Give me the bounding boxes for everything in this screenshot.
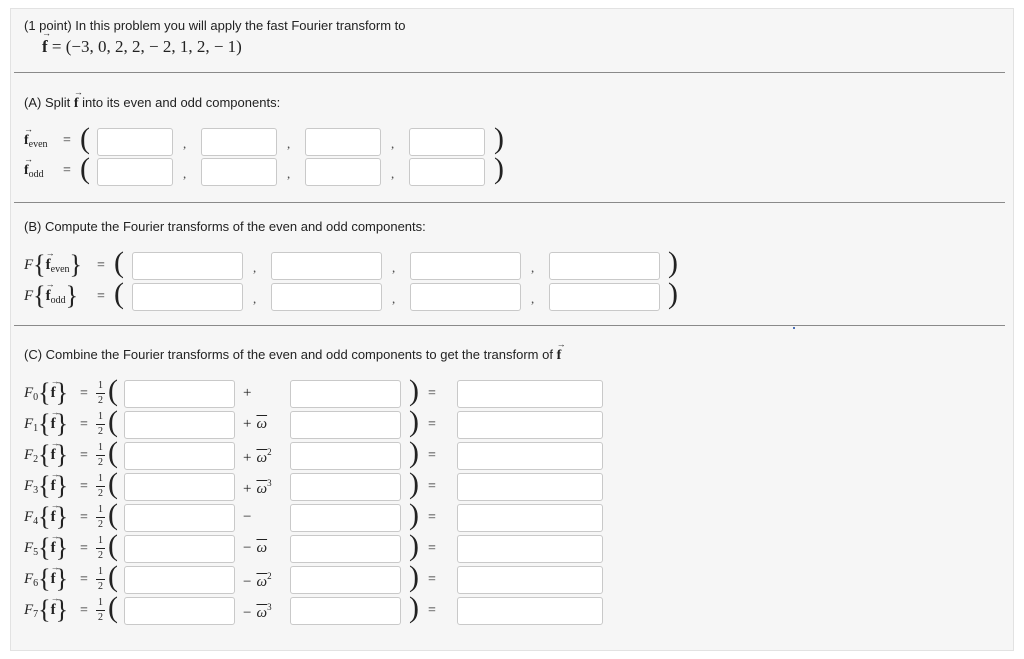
fraction-numerator: 1 — [98, 411, 103, 422]
sign: − — [243, 509, 252, 525]
sign: − — [243, 574, 252, 590]
right-paren: ) — [409, 467, 419, 500]
right-paren: ) — [494, 152, 504, 185]
fourier-operator: F — [24, 385, 34, 401]
left-brace: { — [38, 378, 51, 407]
part-c-row7-result[interactable] — [457, 597, 603, 625]
omega-power: 3 — [267, 478, 272, 488]
part-c-row6-result[interactable] — [457, 566, 603, 594]
left-brace: { — [33, 250, 46, 279]
left-paren: ( — [108, 591, 118, 624]
fraction-numerator: 1 — [98, 473, 103, 484]
right-paren: ) — [409, 374, 419, 407]
part-c-row-vec: f → — [51, 385, 56, 402]
fraction-denominator: 2 — [98, 457, 103, 468]
fraction-numerator: 1 — [98, 504, 103, 515]
comma: , — [531, 291, 535, 306]
left-paren: ( — [80, 152, 90, 185]
left-brace: { — [38, 533, 51, 562]
part-c-row2-even-term[interactable] — [124, 442, 235, 470]
part-c-row0-result[interactable] — [457, 380, 603, 408]
sign: − — [243, 540, 252, 556]
part-b-row-vec: f → — [46, 288, 51, 305]
comma: , — [183, 166, 187, 181]
sign: − — [243, 605, 252, 621]
right-paren: ) — [494, 122, 504, 155]
problem-vector — [42, 37, 242, 57]
left-brace: { — [38, 409, 51, 438]
comma: , — [392, 260, 396, 275]
part-a-vec: f → — [74, 96, 79, 112]
vector-f-label: f → — [42, 37, 48, 57]
part-c-row2-odd-term[interactable] — [290, 442, 401, 470]
part-b-row2-component-4[interactable] — [549, 283, 660, 311]
right-paren: ) — [409, 498, 419, 531]
part-a-row-vec: f → — [24, 163, 29, 179]
part-c-row1-even-term[interactable] — [124, 411, 235, 439]
part-c-row-vec: f → — [51, 478, 56, 495]
part-c-row-label — [24, 471, 68, 501]
part-c-row5-even-term[interactable] — [124, 535, 235, 563]
part-b-row-equals: = — [97, 258, 105, 273]
fraction-denominator: 2 — [98, 612, 103, 623]
fourier-operator: F — [24, 540, 34, 556]
part-c-row-equals: = — [80, 479, 88, 494]
part-c-row-result-equals: = — [428, 386, 436, 401]
fraction-bar — [96, 548, 105, 549]
omega-symbol: $\overline{\omega}$ — [256, 450, 268, 466]
part-c-row-equals: = — [80, 417, 88, 432]
omega-symbol: $\overline{\omega}$ — [256, 605, 268, 621]
fourier-operator: F — [24, 416, 34, 432]
part-c-row7-odd-term[interactable] — [290, 597, 401, 625]
fourier-operator: F — [24, 602, 34, 618]
part-c-row-equals: = — [80, 541, 88, 556]
one-half-fraction — [96, 412, 105, 438]
part-c-row-result-equals: = — [428, 572, 436, 587]
part-c-row-result-equals: = — [428, 603, 436, 618]
part-c-row-operator — [243, 571, 272, 591]
part-c-row3-even-term[interactable] — [124, 473, 235, 501]
one-half-fraction — [96, 381, 105, 407]
part-b-row-label — [24, 281, 78, 311]
fraction-numerator: 1 — [98, 380, 103, 391]
part-b-row1-component-1[interactable] — [132, 252, 243, 280]
left-paren: ( — [108, 498, 118, 531]
part-c-row4-result[interactable] — [457, 504, 603, 532]
one-half-fraction — [96, 505, 105, 531]
part-c-vec: f → — [557, 348, 562, 364]
right-paren: ) — [668, 277, 678, 310]
part-a-row-vec: f → — [24, 133, 29, 149]
left-brace: { — [38, 471, 51, 500]
part-c-row-operator — [243, 478, 272, 498]
part-c-row0-even-term[interactable] — [124, 380, 235, 408]
comma: , — [392, 291, 396, 306]
right-brace: } — [55, 564, 69, 593]
part-a-row1-component-3[interactable] — [305, 128, 381, 156]
part-b-row-equals: = — [97, 289, 105, 304]
part-c-row-result-equals: = — [428, 479, 436, 494]
comma: , — [183, 136, 187, 151]
fraction-denominator: 2 — [98, 581, 103, 592]
fourier-index: 4 — [33, 516, 39, 527]
part-a-row2-component-3[interactable] — [305, 158, 381, 186]
part-c-row0-odd-term[interactable] — [290, 380, 401, 408]
part-a-row-equals: = — [63, 163, 71, 178]
part-c-row-operator — [243, 602, 272, 622]
one-half-fraction — [96, 443, 105, 469]
right-brace: } — [55, 440, 69, 469]
section-divider — [14, 325, 1005, 326]
left-brace: { — [38, 502, 51, 531]
part-c-row-vec: f → — [51, 540, 56, 557]
part-b-row-label — [24, 250, 82, 280]
one-half-fraction — [96, 567, 105, 593]
right-brace: } — [55, 378, 69, 407]
left-paren: ( — [114, 277, 124, 310]
part-c-row6-even-term[interactable] — [124, 566, 235, 594]
left-paren: ( — [108, 436, 118, 469]
comma: , — [287, 136, 291, 151]
stray-dot — [793, 327, 795, 329]
fourier-index: 1 — [33, 423, 39, 434]
part-c-row-result-equals: = — [428, 541, 436, 556]
part-c-row-operator — [243, 540, 267, 557]
fraction-denominator: 2 — [98, 519, 103, 530]
omega-symbol: $\overline{\omega}$ — [256, 416, 268, 432]
comma: , — [531, 260, 535, 275]
part-a-row2-component-1[interactable] — [97, 158, 173, 186]
fraction-denominator: 2 — [98, 395, 103, 406]
right-paren: ) — [409, 591, 419, 624]
part-c-row3-odd-term[interactable] — [290, 473, 401, 501]
part-c-row-equals: = — [80, 572, 88, 587]
fraction-bar — [96, 486, 105, 487]
fraction-denominator: 2 — [98, 488, 103, 499]
part-c-row4-odd-term[interactable] — [290, 504, 401, 532]
left-brace: { — [38, 564, 51, 593]
part-b-row1-component-3[interactable] — [410, 252, 521, 280]
part-c-row-result-equals: = — [428, 510, 436, 525]
fourier-index: 0 — [33, 392, 39, 403]
fraction-numerator: 1 — [98, 442, 103, 453]
fourier-index: 5 — [33, 547, 39, 558]
right-brace: } — [55, 595, 69, 624]
fraction-bar — [96, 393, 105, 394]
part-c-text: (C) Combine the Fourier transforms of the even and odd components to get the transform of — [24, 347, 553, 362]
part-a-row-equals: = — [63, 133, 71, 148]
fraction-bar — [96, 610, 105, 611]
part-b-row1-component-2[interactable] — [271, 252, 382, 280]
fraction-denominator: 2 — [98, 426, 103, 437]
omega-symbol: $\overline{\omega}$ — [256, 574, 268, 590]
omega-power: 2 — [267, 571, 272, 581]
part-c-row-vec: f → — [51, 447, 56, 464]
part-c-row6-odd-term[interactable] — [290, 566, 401, 594]
part-c-row5-odd-term[interactable] — [290, 535, 401, 563]
part-c-row4-even-term[interactable] — [124, 504, 235, 532]
part-c-row2-result[interactable] — [457, 442, 603, 470]
left-brace: { — [38, 595, 51, 624]
right-brace: } — [65, 281, 79, 310]
part-c-row-label — [24, 409, 68, 439]
part-c-row7-even-term[interactable] — [124, 597, 235, 625]
sign: + — [243, 416, 252, 432]
part-c-row-label — [24, 533, 68, 563]
omega-symbol: $\overline{\omega}$ — [256, 540, 268, 556]
part-a-prompt — [24, 95, 280, 112]
fourier-operator: F — [24, 288, 34, 304]
part-c-row-operator — [243, 509, 251, 526]
right-paren: ) — [409, 529, 419, 562]
part-a-prefix: (A) Split — [24, 95, 71, 110]
fourier-operator: F — [24, 478, 34, 494]
part-c-row-label — [24, 378, 68, 408]
fraction-denominator: 2 — [98, 550, 103, 561]
part-c-row-vec: f → — [51, 571, 56, 588]
left-paren: ( — [108, 529, 118, 562]
fraction-bar — [96, 424, 105, 425]
right-brace: } — [55, 471, 69, 500]
part-a-row-label — [24, 163, 44, 180]
part-b-row1-component-4[interactable] — [549, 252, 660, 280]
part-b-row2-component-1[interactable] — [132, 283, 243, 311]
left-paren: ( — [108, 405, 118, 438]
fourier-operator: F — [24, 257, 34, 273]
left-paren: ( — [80, 122, 90, 155]
right-brace: } — [55, 409, 69, 438]
part-c-row1-result[interactable] — [457, 411, 603, 439]
part-b-row2-component-3[interactable] — [410, 283, 521, 311]
comma: , — [391, 166, 395, 181]
comma: , — [253, 260, 257, 275]
section-divider — [14, 202, 1005, 203]
part-c-row-operator — [243, 416, 267, 433]
part-a-row-sub: odd — [28, 169, 44, 180]
part-c-row5-result[interactable] — [457, 535, 603, 563]
part-c-row-result-equals: = — [428, 448, 436, 463]
sign: + — [243, 385, 252, 401]
part-c-row-result-equals: = — [428, 417, 436, 432]
right-paren: ) — [409, 560, 419, 593]
part-b-row-sub: odd — [50, 295, 66, 306]
sign: + — [243, 481, 252, 497]
part-c-row-label — [24, 502, 68, 532]
part-a-row1-component-4[interactable] — [409, 128, 485, 156]
part-c-row-label — [24, 440, 68, 470]
left-paren: ( — [108, 374, 118, 407]
part-a-row-sub: even — [28, 139, 48, 150]
part-c-row3-result[interactable] — [457, 473, 603, 501]
comma: , — [391, 136, 395, 151]
right-paren: ) — [409, 436, 419, 469]
part-c-row-vec: f → — [51, 602, 56, 619]
fourier-index: 7 — [33, 609, 39, 620]
one-half-fraction — [96, 598, 105, 624]
fraction-bar — [96, 455, 105, 456]
part-a-suffix: into its even and odd components: — [82, 95, 281, 110]
part-c-row1-odd-term[interactable] — [290, 411, 401, 439]
omega-power: 3 — [267, 602, 272, 612]
part-c-row-equals: = — [80, 510, 88, 525]
part-c-row-equals: = — [80, 603, 88, 618]
part-a-row1-component-2[interactable] — [201, 128, 277, 156]
fraction-numerator: 1 — [98, 597, 103, 608]
section-divider — [14, 72, 1005, 73]
part-b-row2-component-2[interactable] — [271, 283, 382, 311]
part-c-row-equals: = — [80, 448, 88, 463]
comma: , — [253, 291, 257, 306]
left-paren: ( — [108, 560, 118, 593]
right-brace: } — [69, 250, 83, 279]
fraction-bar — [96, 579, 105, 580]
part-c-row-label — [24, 564, 68, 594]
fourier-index: 6 — [33, 578, 39, 589]
comma: , — [287, 166, 291, 181]
left-paren: ( — [114, 246, 124, 279]
part-b-row-vec: f → — [46, 257, 51, 274]
left-brace: { — [33, 281, 46, 310]
part-b-row-sub: even — [50, 264, 70, 275]
omega-power: 2 — [267, 447, 272, 457]
right-brace: } — [55, 502, 69, 531]
part-c-row-label — [24, 595, 68, 625]
fraction-bar — [96, 517, 105, 518]
left-brace: { — [38, 440, 51, 469]
part-c-row-operator — [243, 447, 272, 467]
fraction-numerator: 1 — [98, 566, 103, 577]
vector-f-value: = (−3, 0, 2, 2, − 2, 1, 2, − 1) — [51, 37, 242, 56]
fourier-index: 3 — [33, 485, 39, 496]
sign: + — [243, 450, 252, 466]
part-c-prompt — [24, 347, 561, 364]
part-c-row-vec: f → — [51, 416, 56, 433]
part-a-row2-component-2[interactable] — [201, 158, 277, 186]
left-paren: ( — [108, 467, 118, 500]
fourier-index: 2 — [33, 454, 39, 465]
one-half-fraction — [96, 536, 105, 562]
part-c-row-operator — [243, 385, 251, 402]
fourier-operator: F — [24, 571, 34, 587]
fraction-numerator: 1 — [98, 535, 103, 546]
part-c-row-equals: = — [80, 386, 88, 401]
part-c-row-vec: f → — [51, 509, 56, 526]
right-paren: ) — [668, 246, 678, 279]
part-a-row2-component-4[interactable] — [409, 158, 485, 186]
fourier-operator: F — [24, 509, 34, 525]
part-a-row1-component-1[interactable] — [97, 128, 173, 156]
part-a-row-label — [24, 133, 48, 150]
right-brace: } — [55, 533, 69, 562]
part-b-prompt: (B) Compute the Fourier transforms of the even and odd components: — [24, 219, 426, 234]
one-half-fraction — [96, 474, 105, 500]
right-paren: ) — [409, 405, 419, 438]
omega-symbol: $\overline{\omega}$ — [256, 481, 268, 497]
fourier-operator: F — [24, 447, 34, 463]
problem-intro: (1 point) In this problem you will apply the fast Fourier transform to — [24, 18, 406, 33]
